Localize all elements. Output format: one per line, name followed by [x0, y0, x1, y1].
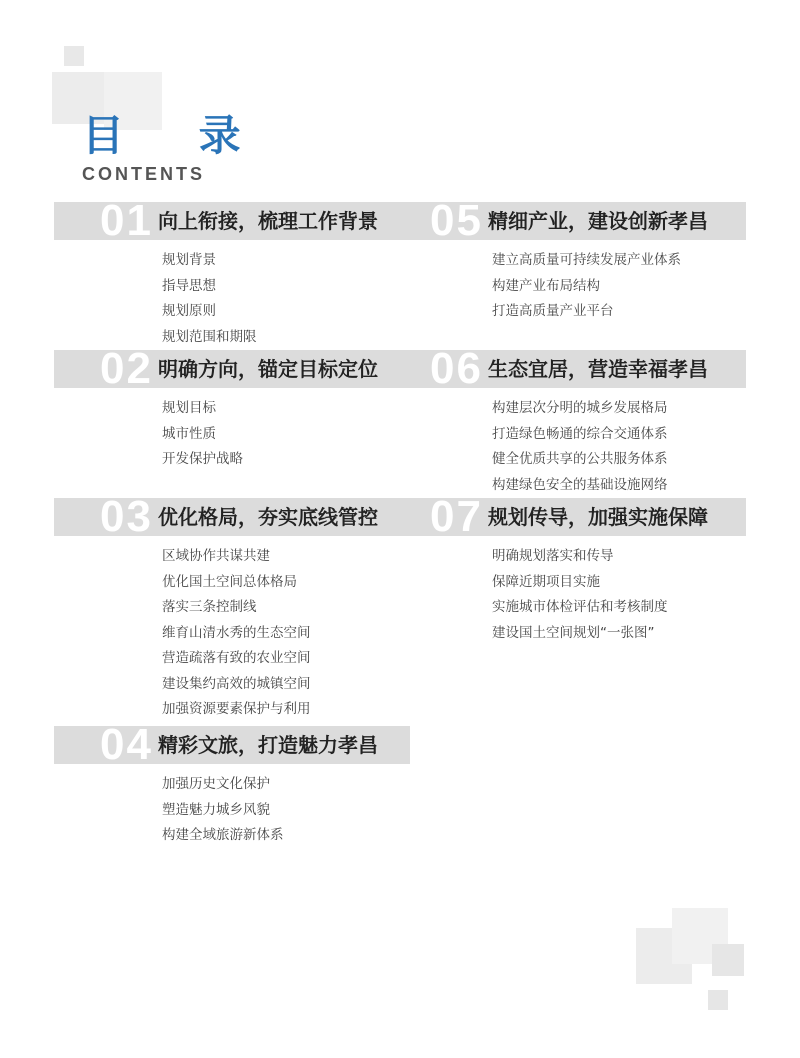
section-title[interactable]: 优化格局，夯实底线管控: [158, 505, 378, 529]
toc-item[interactable]: 构建产业布局结构: [492, 277, 600, 294]
toc-section-07: [384, 492, 746, 646]
toc-section-01: [54, 196, 410, 350]
section-bar: [54, 492, 410, 541]
section-number: 07: [430, 492, 483, 541]
section-item-list: [492, 544, 746, 646]
toc-item[interactable]: 建立高质量可持续发展产业体系: [492, 252, 681, 268]
section-number: 05: [430, 196, 483, 245]
toc-item[interactable]: 规划目标: [162, 400, 216, 416]
section-number: 06: [430, 344, 483, 393]
section-item-list: [162, 544, 410, 723]
toc-item[interactable]: 区域协作共谋共建: [162, 548, 270, 564]
section-title[interactable]: 规划传导，加强实施保障: [488, 505, 708, 529]
section-number: 03: [100, 492, 153, 541]
toc-item[interactable]: 建设集约高效的城镇空间: [162, 675, 311, 692]
toc-item[interactable]: 健全优质共享的公共服务体系: [492, 451, 668, 467]
section-item-list: [492, 396, 746, 498]
section-title[interactable]: 精细产业，建设创新孝昌: [488, 209, 708, 233]
toc-item[interactable]: 优化国土空间总体格局: [162, 573, 297, 590]
section-title[interactable]: 精彩文旅，打造魅力孝昌: [158, 733, 378, 757]
section-bar: [384, 196, 746, 245]
toc-section-04: [54, 720, 410, 849]
section-title[interactable]: 向上衔接，梳理工作背景: [158, 209, 378, 233]
toc-item[interactable]: 明确规划落实和传导: [492, 548, 614, 564]
toc-item[interactable]: 打造绿色畅通的综合交通体系: [492, 425, 668, 442]
toc-section-02: [54, 344, 410, 473]
toc-item[interactable]: 加强历史文化保护: [162, 776, 270, 792]
section-bar: [384, 344, 746, 393]
section-number: 01: [100, 196, 153, 245]
toc-item[interactable]: 构建层次分明的城乡发展格局: [492, 400, 668, 416]
section-bar: [384, 492, 746, 541]
section-item-list: [162, 396, 410, 473]
toc-item[interactable]: 开发保护战略: [162, 451, 243, 467]
decor-square: [712, 944, 744, 976]
toc-item[interactable]: 规划背景: [162, 252, 216, 268]
toc-item[interactable]: 保障近期项目实施: [492, 573, 600, 590]
toc-item[interactable]: 加强资源要素保护与利用: [162, 701, 311, 717]
toc-item[interactable]: 维育山清水秀的生态空间: [162, 624, 311, 641]
decor-square: [708, 990, 728, 1010]
toc-item[interactable]: 规划原则: [162, 303, 216, 319]
section-number: 04: [100, 720, 153, 769]
toc-item[interactable]: 构建绿色安全的基础设施网络: [492, 476, 668, 493]
toc-section-06: [384, 344, 746, 498]
section-bar: [54, 196, 410, 245]
toc-section-03: [54, 492, 410, 723]
toc-item[interactable]: 构建全域旅游新体系: [162, 827, 284, 843]
section-bar: [54, 344, 410, 393]
page-title: 目 录: [82, 111, 271, 160]
toc-item[interactable]: 建设国土空间规划“一张图”: [492, 624, 655, 641]
toc-item[interactable]: 实施城市体检评估和考核制度: [492, 599, 668, 615]
toc-item[interactable]: 塑造魅力城乡风貌: [162, 801, 270, 818]
toc-item[interactable]: 打造高质量产业平台: [492, 303, 614, 319]
page-subtitle: CONTENTS: [82, 164, 205, 184]
toc-item[interactable]: 营造疏落有致的农业空间: [162, 650, 311, 666]
section-item-list: [492, 248, 746, 325]
toc-item[interactable]: 指导思想: [162, 277, 216, 294]
decor-square: [64, 46, 84, 66]
section-title[interactable]: 生态宜居，营造幸福孝昌: [488, 357, 708, 381]
section-item-list: [162, 772, 410, 849]
section-item-list: [162, 248, 410, 350]
toc-item[interactable]: 落实三条控制线: [162, 599, 257, 615]
toc-section-05: [384, 196, 746, 325]
toc-item[interactable]: 规划范围和期限: [162, 328, 257, 345]
section-number: 02: [100, 344, 153, 393]
toc-header: [82, 112, 271, 185]
section-bar: [54, 720, 410, 769]
toc-item[interactable]: 城市性质: [162, 425, 216, 442]
section-title[interactable]: 明确方向，锚定目标定位: [158, 357, 378, 381]
